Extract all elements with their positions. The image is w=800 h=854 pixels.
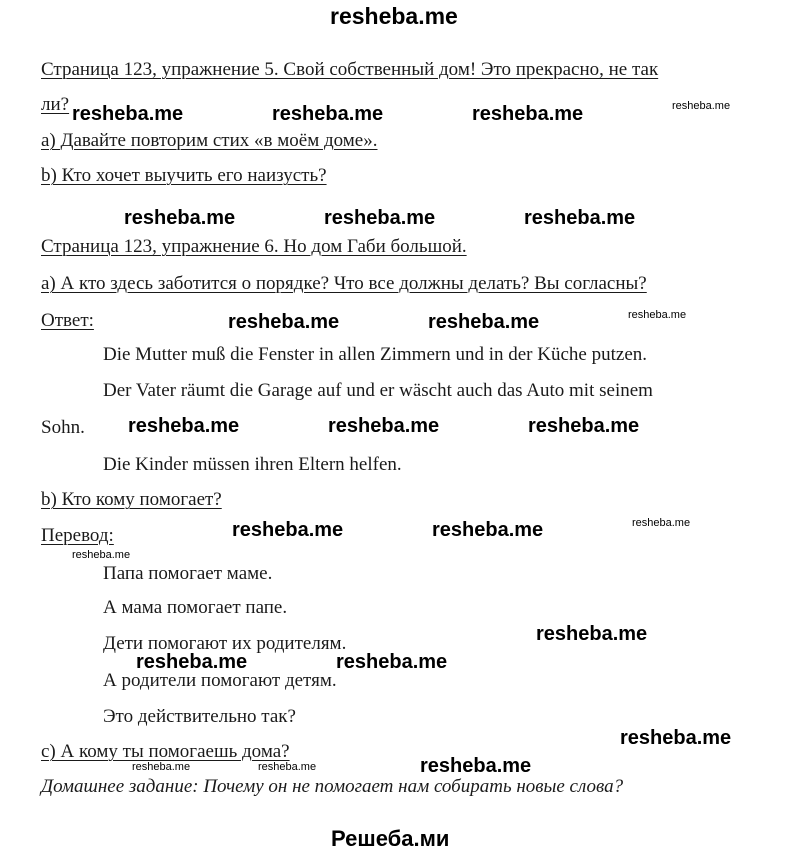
german-sentence-1: Die Mutter muß die Fenster in allen Zimmern und in der Küche putzen. <box>103 344 647 365</box>
watermark: resheba.me <box>620 727 732 749</box>
watermark: resheba.me <box>272 103 384 125</box>
watermark: resheba.me <box>232 519 344 541</box>
watermark: resheba.me <box>628 309 687 321</box>
exercise-5-task-a: a) Давайте повторим стих «в моём доме». <box>41 130 378 151</box>
german-sentence-2-line-2: Sohn. <box>41 417 85 438</box>
watermark: resheba.me <box>124 207 236 229</box>
site-header[interactable]: resheba.me <box>330 3 458 29</box>
watermark: resheba.me <box>432 519 544 541</box>
watermark: resheba.me <box>420 755 532 777</box>
watermark: resheba.me <box>536 623 648 645</box>
watermark: resheba.me <box>228 311 340 333</box>
russian-sentence-4: А родители помогают детям. <box>103 670 337 691</box>
german-sentence-2-line-1: Der Vater räumt die Garage auf und er wäscht auch das Auto mit seinem <box>103 380 653 401</box>
watermark: resheba.me <box>324 207 436 229</box>
watermark: resheba.me <box>128 415 240 437</box>
watermark: resheba.me <box>528 415 640 437</box>
watermark: resheba.me <box>524 207 636 229</box>
russian-sentence-2: А мама помогает папе. <box>103 597 288 618</box>
watermark: resheba.me <box>672 100 731 112</box>
watermark: resheba.me <box>336 651 448 673</box>
russian-sentence-1: Папа помогает маме. <box>103 563 273 584</box>
site-footer[interactable]: Решеба.ми <box>331 826 450 851</box>
watermark: resheba.me <box>472 103 584 125</box>
exercise-6-title: Страница 123, упражнение 6. Но дом Габи большой. <box>41 236 467 257</box>
watermark: resheba.me <box>328 415 440 437</box>
watermark: resheba.me <box>72 103 184 125</box>
translation-label: Перевод: <box>41 525 114 546</box>
homework-line: Домашнее задание: Почему он не помогает нам собирать новые слова? <box>41 776 624 797</box>
exercise-5-title-line-2: ли? <box>41 94 70 115</box>
german-sentence-3: Die Kinder müssen ihren Eltern helfen. <box>103 454 402 475</box>
watermark: resheba.me <box>258 761 317 773</box>
watermark: resheba.me <box>72 549 131 561</box>
watermark: resheba.me <box>136 651 248 673</box>
watermark: resheba.me <box>632 517 691 529</box>
exercise-5-task-b: b) Кто хочет выучить его наизусть? <box>41 165 327 186</box>
russian-sentence-5: Это действительно так? <box>103 706 296 727</box>
exercise-5-title-line-1: Страница 123, упражнение 5. Свой собственный дом! Это прекрасно, не так <box>41 59 659 80</box>
exercise-6-task-b: b) Кто кому помогает? <box>41 489 222 510</box>
answer-label: Ответ: <box>41 310 94 331</box>
exercise-6-task-c: c) А кому ты помогаешь дома? <box>41 741 290 762</box>
watermark: resheba.me <box>428 311 540 333</box>
watermark: resheba.me <box>132 761 191 773</box>
russian-sentence-3: Дети помогают их родителям. <box>103 633 347 654</box>
exercise-6-task-a: a) А кто здесь заботится о порядке? Что все должны делать? Вы согласны? <box>41 273 647 294</box>
